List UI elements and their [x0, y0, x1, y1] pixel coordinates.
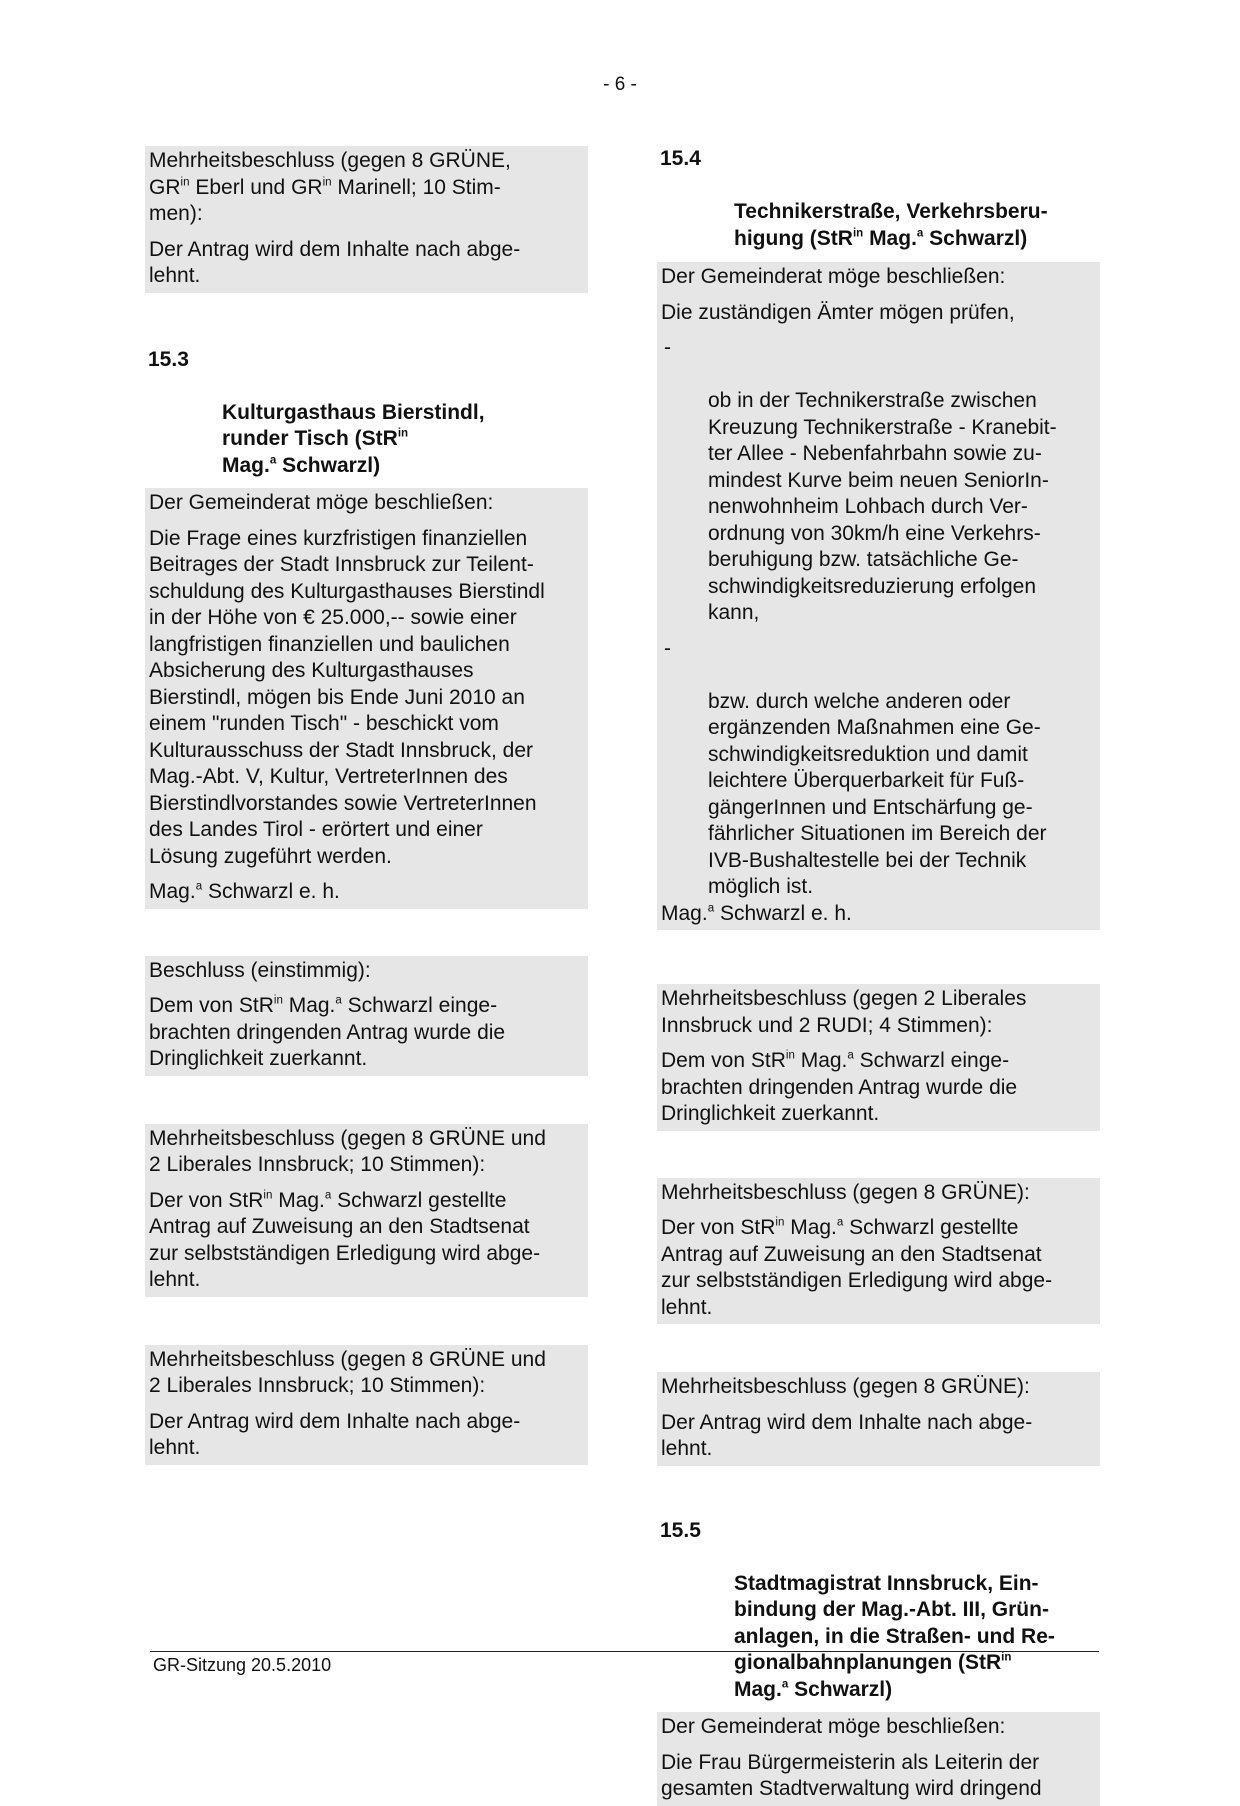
- decision-text: Dem von StR$^{in}$ Mag.$^a$ Schwarzl einge- brachten dringenden Antrag wurde die Dringlichkeit zuerkannt.: [149, 994, 506, 1070]
- vote-result: Mehrheitsbeschluss (gegen 8 GRÜNE):: [661, 1180, 1030, 1204]
- motion-block: [657, 262, 1100, 930]
- left-column: [145, 146, 588, 1465]
- decision-text: Der Antrag wird dem Inhalte nach abge- lehnt.: [661, 1410, 1033, 1460]
- vote-result: Mehrheitsbeschluss (gegen 8 GRÜNE und 2 Liberales Innsbruck; 10 Stimmen):: [149, 1126, 546, 1176]
- list-bullet: -: [664, 336, 671, 359]
- motion-block: [145, 488, 588, 909]
- section-heading-15-5: [657, 1518, 1100, 1704]
- footer-divider: [150, 1651, 1099, 1652]
- right-column: [657, 146, 1100, 1806]
- section-heading-15-3: [145, 347, 588, 480]
- motion-text: Die Frau Bürgermeisterin als Leiterin der gesamten Stadtverwaltung wird dringend: [661, 1750, 1042, 1800]
- section-number: 15.5: [660, 1518, 701, 1542]
- motion-text: Die zuständigen Ämter mögen prüfen,: [661, 300, 1015, 324]
- decision-text: Der von StR$^{in}$ Mag.$^a$ Schwarzl gestellte Antrag auf Zuweisung an den Stadtsenat zur selbstständigen Erledigung wird abge- lehnt.: [149, 1188, 541, 1291]
- section-title: Stadtmagistrat Innsbruck, Ein- bindung der Mag.-Abt. III, Grün- anlagen, in die Straßen- und Re- gionalbahnplanungen (StR$^{in}$ Mag.$^a$ Schwarzl): [734, 1571, 1055, 1701]
- section-heading-15-4: [657, 146, 1100, 252]
- list-item: [661, 636, 1096, 901]
- decision-text: Der von StR$^{in}$ Mag.$^a$ Schwarzl gestellte Antrag auf Zuweisung an den Stadtsenat zur selbstständigen Erledigung wird abge- lehnt.: [661, 1216, 1053, 1319]
- resolution-block: [145, 1345, 588, 1465]
- resolution-block: [657, 984, 1100, 1131]
- page-number: - 6 -: [603, 74, 637, 95]
- decision-text: Dem von StR$^{in}$ Mag.$^a$ Schwarzl einge- brachten dringenden Antrag wurde die Dringlichkeit zuerkannt.: [661, 1049, 1018, 1125]
- footer-text: GR-Sitzung 20.5.2010: [153, 1655, 332, 1675]
- section-title: Kulturgasthaus Bierstindl, runder Tisch (StR$^{in}$ Mag.$^a$ Schwarzl): [222, 400, 485, 477]
- motion-intro: Der Gemeinderat möge beschließen:: [661, 265, 1006, 288]
- motion-intro: Der Gemeinderat möge beschließen:: [661, 1715, 1006, 1738]
- vote-result: Mehrheitsbeschluss (gegen 2 Liberales Innsbruck und 2 RUDI; 4 Stimmen):: [661, 987, 1027, 1037]
- list-item-text: bzw. durch welche anderen oder ergänzenden Maßnahmen eine Ge- schwindigkeitsreduktion und damit leichtere Überquerbarkeit für Fuß- gängerInnen und Entschärfung ge- fährlicher Situationen im Bereich der IVB-Bushaltestelle bei der Technik möglich ist.: [708, 689, 1047, 898]
- motion-signature: Mag.$^a$ Schwarzl e. h.: [661, 901, 852, 925]
- vote-result: Mehrheitsbeschluss (gegen 8 GRÜNE, $GR^{in}$ Eberl und $GR^{in}$ Marinell; 10 Stim- men):: [149, 149, 511, 225]
- motion-block: [657, 1712, 1100, 1806]
- list-item: [661, 335, 1096, 627]
- resolution-block: [145, 956, 588, 1076]
- section-number: 15.4: [660, 147, 701, 170]
- decision-text: Der Antrag wird dem Inhalte nach abge- lehnt.: [149, 237, 521, 287]
- vote-result: Mehrheitsbeschluss (gegen 8 GRÜNE):: [661, 1375, 1030, 1398]
- resolution-block: [145, 146, 588, 293]
- vote-result: Mehrheitsbeschluss (gegen 8 GRÜNE und 2 Liberales Innsbruck; 10 Stimmen):: [149, 1347, 546, 1397]
- decision-text: Der Antrag wird dem Inhalte nach abge- lehnt.: [149, 1409, 521, 1459]
- section-title: Technikerstraße, Verkehrsberu- higung (StR$^{in}$ Mag.$^a$ Schwarzl): [734, 200, 1048, 250]
- resolution-block: [657, 1178, 1100, 1325]
- resolution-block: [145, 1124, 588, 1297]
- vote-result: Beschluss (einstimmig):: [149, 958, 371, 982]
- section-number: 15.3: [148, 347, 189, 371]
- dash-list: [661, 335, 1096, 901]
- motion-signature: Mag.$^a$ Schwarzl e. h.: [149, 880, 340, 903]
- motion-intro: Der Gemeinderat möge beschließen:: [149, 491, 494, 514]
- resolution-block: [657, 1372, 1100, 1466]
- motion-text: Die Frage eines kurzfristigen finanziellen Beitrages der Stadt Innsbruck zur Teilent- schuldung des Kulturgasthauses Bierstindl in der Höhe von € 25.000,-- sowie einer langfristigen finanziellen und baulichen Absicherung des Kulturgasthauses Bierstindl, mögen bis Ende Juni 2010 an einem "runden Tisch" - beschickt vom Kulturausschuss der Stadt Innsbruck, der Mag.-Abt. V, Kultur, VertreterInnen des Bierstindlvorstandes sowie VertreterInnen des Landes Tirol - erörtert und einer Lösung zugeführt werden.: [149, 526, 545, 868]
- list-bullet: -: [664, 636, 671, 660]
- list-item-text: ob in der Technikerstraße zwischen Kreuzung Technikerstraße - Kranebit- ter Allee - Nebenfahrbahn sowie zu- mindest Kurve beim neuen SeniorIn- nenwohnheim Lohbach durch Ver- ordnung von 30km/h eine Verkehrs- beruhigung bzw. tatsächliche Ge- schwindigkeitsreduzierung erfolgen kann,: [708, 389, 1057, 624]
